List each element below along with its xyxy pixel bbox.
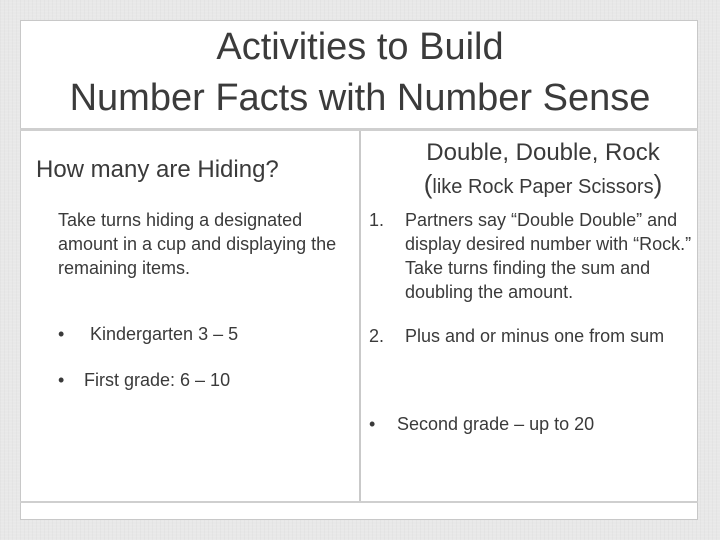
bullet-text: First grade: 6 – 10: [84, 370, 231, 390]
bullet-text: Second grade – up to 20: [397, 414, 595, 434]
list-number: 1.: [369, 210, 385, 230]
slide-title: [0, 22, 720, 124]
bullet-icon: •: [58, 324, 65, 344]
bullet-icon: •: [58, 370, 65, 390]
paren-close: ): [653, 169, 663, 199]
right-heading: [378, 138, 708, 203]
column-divider: [359, 131, 361, 501]
title-line-2: Number Facts with Number Sense: [69, 77, 651, 119]
list-text: Partners say “Double Double” and display desired number with “Rock.” Take turns finding the sum and doubling the amount.: [405, 210, 692, 302]
right-heading-line-1: Double, Double, Rock: [426, 139, 660, 166]
list-text: Plus and or minus one from sum: [405, 326, 665, 346]
list-item: [369, 208, 699, 304]
right-heading-line-2: [378, 168, 708, 203]
left-heading: How many are Hiding?: [36, 156, 279, 183]
title-line-1: Activities to Build: [216, 26, 504, 68]
bullet-icon: •: [369, 414, 376, 434]
bullet-kindergarten: [58, 322, 238, 346]
numbered-list: [369, 208, 699, 348]
bottom-divider: [20, 501, 698, 503]
list-item: [369, 324, 699, 348]
bullet-first-grade: [58, 368, 230, 392]
right-heading-subtitle: like Rock Paper Scissors: [432, 176, 654, 198]
left-paragraph: Take turns hiding a designated amount in a cup and displaying the remaining items.: [58, 210, 337, 278]
list-number: 2.: [369, 326, 385, 346]
bullet-second-grade: [369, 412, 594, 436]
bullet-text: Kindergarten 3 – 5: [90, 324, 239, 344]
paren-open: (: [423, 169, 433, 199]
